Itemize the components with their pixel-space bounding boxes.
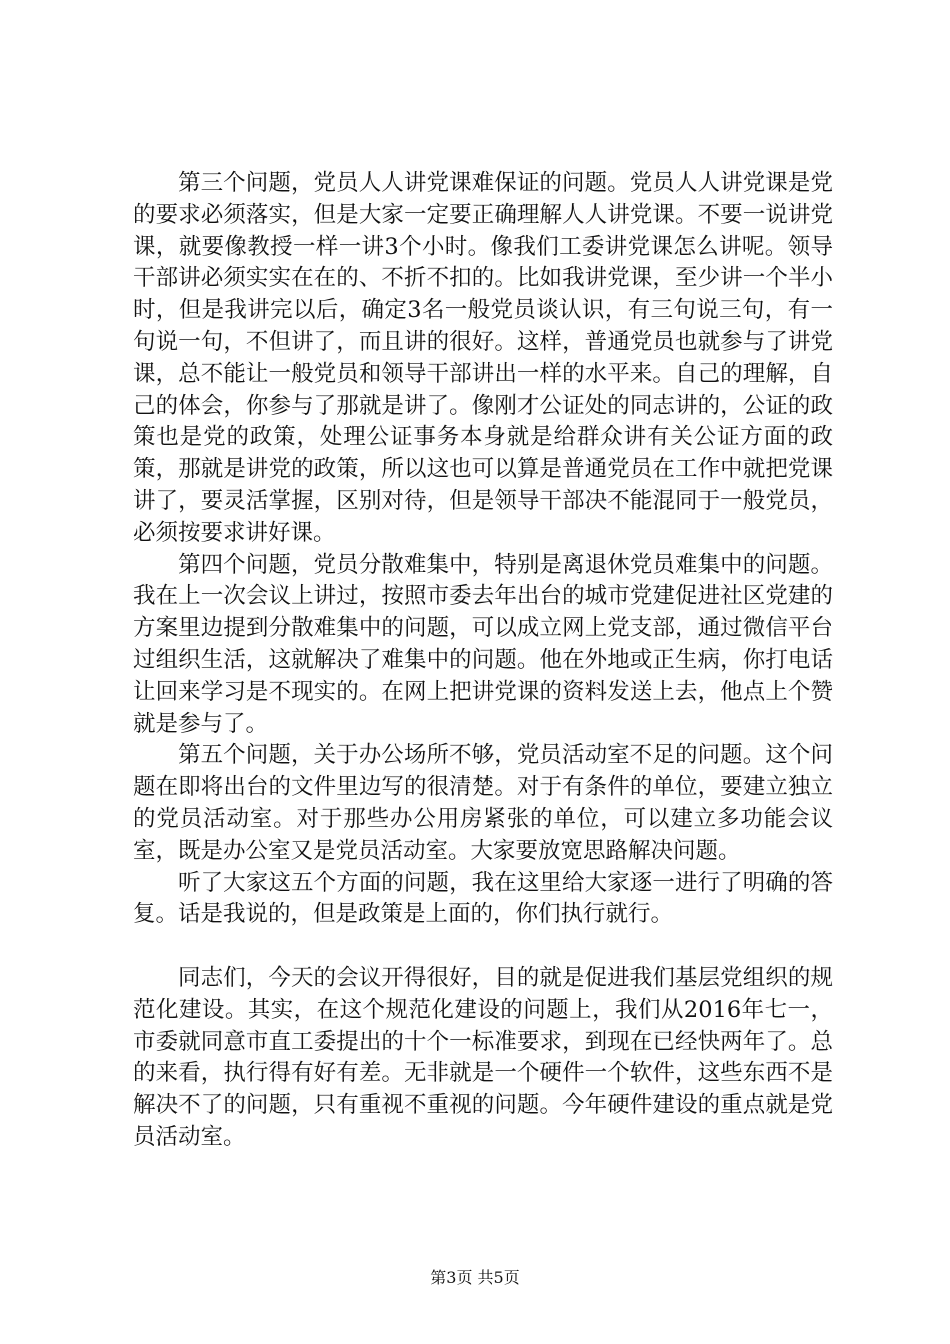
paragraph-gap: [133, 931, 833, 963]
page-footer: 第3页 共5页: [430, 1268, 520, 1287]
paragraph-third-issue: 第三个问题，党员人人讲党课难保证的问题。党员人人讲党课是党的要求必须落实，但是大家一定要正确理解人人讲党课。不要一说讲党课，就要像教授一样一讲3个小时。像我们工委讲党课怎么讲呢。领导干部讲必须实实在在的、不折不扣的。比如我讲党课，至少讲一个半小时，但是我讲完以后，确定3名一般党员谈认识，有三句说三句，有一句说一句，不但讲了，而且讲的很好。这样，普通党员也就参与了讲党课，总不能让一般党员和领导干部讲出一样的水平来。自己的理解，自己的体会，你参与了那就是讲了。像刚才公证处的同志讲的，公证的政策也是党的政策，处理公证事务本身就是给群众讲有关公证方面的政策，那就是讲党的政策，所以这也可以算是普通党员在工作中就把党课讲了，要灵活掌握，区别对待，但是领导干部决不能混同于一般党员，必须按要求讲好课。: [133, 170, 833, 546]
paragraph-fifth-issue: 第五个问题，关于办公场所不够，党员活动室不足的问题。这个问题在即将出台的文件里边写的很清楚。对于有条件的单位，要建立独立的党员活动室。对于那些办公用房紧张的单位，可以建立多功能会议室，既是办公室又是党员活动室。大家要放宽思路解决问题。: [133, 742, 833, 864]
paragraph-closing: 同志们，今天的会议开得很好，目的就是促进我们基层党组织的规范化建设。其实，在这个规范化建设的问题上，我们从2016年七一，市委就同意市直工委提出的十个一标准要求，到现在已经快两年了。总的来看，执行得有好有差。无非就是一个硬件一个软件，这些东西不是解决不了的问题，只有重视不重视的问题。今年硬件建设的重点就是党员活动室。: [133, 964, 833, 1150]
paragraph-summary: 听了大家这五个方面的问题，我在这里给大家逐一进行了明确的答复。话是我说的，但是政策是上面的，你们执行就行。: [133, 869, 833, 928]
paragraph-fourth-issue: 第四个问题，党员分散难集中，特别是离退休党员难集中的问题。我在上一次会议上讲过，按照市委去年出台的城市党建促进社区党建的方案里边提到分散难集中的问题，可以成立网上党支部，通过微信平台过组织生活，这就解决了难集中的问题。他在外地或正生病，你打电话让回来学习是不现实的。在网上把讲党课的资料发送上去，他点上个赞就是参与了。: [133, 551, 833, 737]
document-body: [133, 168, 833, 1154]
